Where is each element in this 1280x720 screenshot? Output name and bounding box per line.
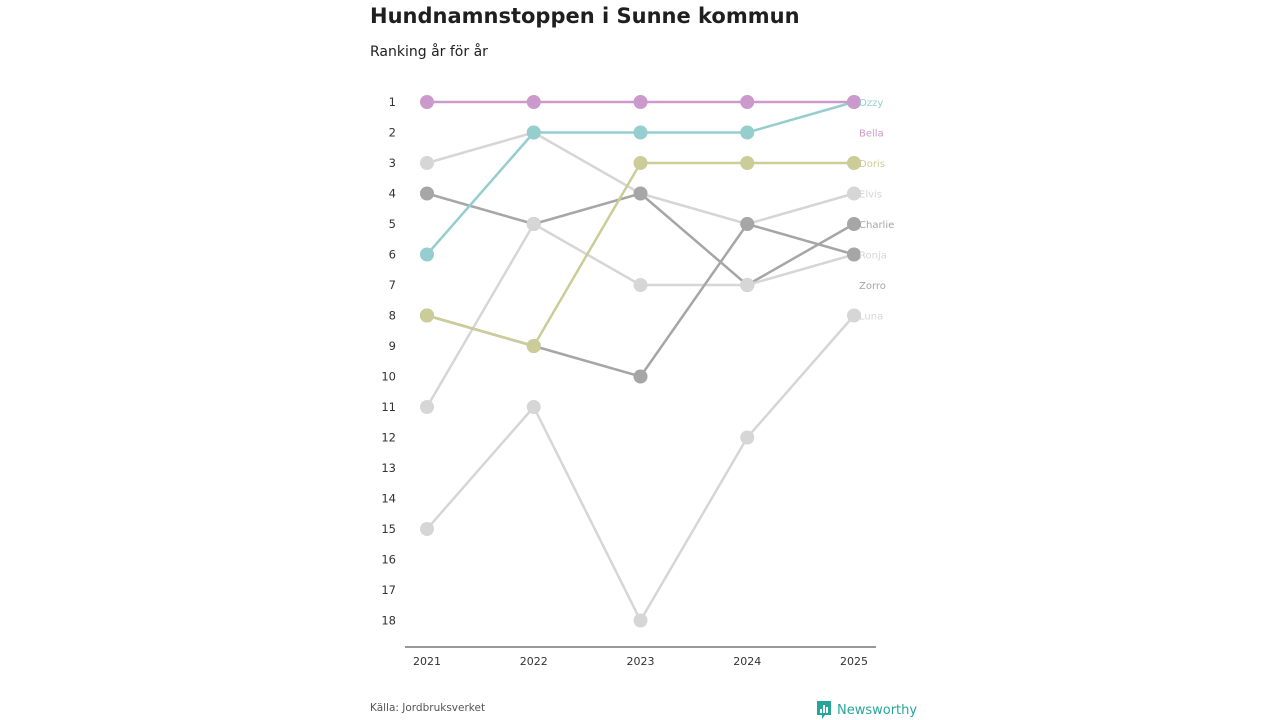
series-label-doris: Doris bbox=[859, 159, 885, 170]
data-point-zorro bbox=[740, 217, 754, 231]
y-tick-label: 6 bbox=[388, 247, 396, 262]
data-point-elvis bbox=[420, 156, 434, 170]
x-tick-label: 2024 bbox=[733, 655, 762, 668]
series-label-bella: Bella bbox=[859, 128, 884, 140]
data-point-luna bbox=[420, 522, 434, 536]
x-tick-label: 2021 bbox=[413, 655, 441, 668]
series-label-ozzy: Ozzy bbox=[859, 98, 884, 109]
chart-subtitle: Ranking år för år bbox=[370, 44, 488, 60]
series-label-charlie: Charlie bbox=[859, 220, 895, 231]
y-tick-label: 17 bbox=[381, 583, 396, 597]
series-label-luna: Luna bbox=[859, 311, 884, 323]
data-point-luna bbox=[527, 400, 541, 414]
data-point-doris bbox=[420, 309, 434, 323]
brand[interactable] bbox=[816, 700, 917, 720]
data-point-ozzy bbox=[634, 126, 648, 140]
y-tick-label: 18 bbox=[381, 613, 396, 628]
y-tick-label: 10 bbox=[381, 369, 396, 384]
data-point-ronja bbox=[740, 278, 754, 292]
data-point-doris bbox=[527, 339, 541, 353]
y-tick-label: 14 bbox=[381, 491, 396, 506]
data-point-zorro bbox=[634, 370, 648, 384]
data-point-doris bbox=[634, 156, 648, 170]
y-tick-label: 15 bbox=[381, 522, 396, 536]
data-point-ronja bbox=[420, 400, 434, 414]
y-tick-label: 16 bbox=[381, 552, 396, 567]
series-line-charlie bbox=[427, 194, 854, 286]
newsworthy-logo-icon bbox=[816, 700, 832, 720]
series-label-elvis: Elvis bbox=[859, 189, 883, 201]
data-point-charlie bbox=[634, 187, 648, 201]
x-tick-label: 2023 bbox=[626, 655, 655, 668]
data-point-bella bbox=[527, 95, 541, 109]
y-tick-label: 4 bbox=[388, 186, 396, 201]
y-tick-label: 13 bbox=[381, 461, 396, 475]
y-tick-label: 1 bbox=[388, 95, 396, 109]
chart-title: Hundnamnstoppen i Sunne kommun bbox=[370, 4, 800, 28]
brand-name: Newsworthy bbox=[837, 702, 918, 718]
x-tick-label: 2022 bbox=[519, 655, 548, 668]
y-tick-label: 12 bbox=[381, 430, 396, 445]
x-tick-label: 2025 bbox=[840, 655, 868, 668]
series-label-zorro: Zorro bbox=[859, 281, 886, 292]
series-line-zorro bbox=[427, 224, 854, 377]
data-point-ozzy bbox=[420, 248, 434, 262]
data-point-bella bbox=[740, 95, 754, 109]
data-point-ronja bbox=[634, 278, 648, 292]
y-tick-label: 11 bbox=[381, 400, 396, 414]
series-line-luna bbox=[427, 316, 854, 621]
y-tick-label: 8 bbox=[388, 308, 396, 323]
series-line-elvis bbox=[427, 133, 854, 225]
y-tick-label: 5 bbox=[388, 217, 396, 231]
y-tick-label: 9 bbox=[388, 339, 396, 353]
data-point-bella bbox=[420, 95, 434, 109]
data-point-ozzy bbox=[527, 126, 541, 140]
data-point-luna bbox=[634, 614, 648, 628]
y-tick-label: 3 bbox=[388, 156, 396, 170]
series-label-ronja: Ronja bbox=[859, 250, 887, 262]
data-point-ozzy bbox=[740, 126, 754, 140]
series-line-ozzy bbox=[427, 102, 854, 255]
data-point-bella bbox=[634, 95, 648, 109]
y-tick-label: 7 bbox=[388, 278, 396, 292]
data-point-doris bbox=[740, 156, 754, 170]
data-point-ronja bbox=[527, 217, 541, 231]
data-point-charlie bbox=[420, 187, 434, 201]
y-tick-label: 2 bbox=[388, 125, 396, 140]
data-point-luna bbox=[740, 431, 754, 445]
source-note: Källa: Jordbruksverket bbox=[370, 702, 486, 714]
